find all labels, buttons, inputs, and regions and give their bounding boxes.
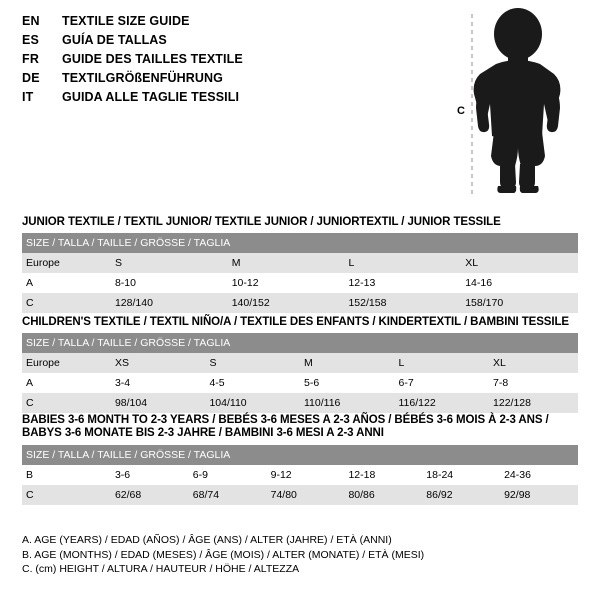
row-label: C <box>22 393 111 413</box>
cell-value: 122/128 <box>489 393 578 413</box>
cell-value: 62/68 <box>111 485 189 505</box>
cell-value: 12-13 <box>344 273 461 293</box>
cell-value: 140/152 <box>228 293 345 313</box>
column-label: Europe <box>22 253 111 273</box>
cell-value: 92/98 <box>500 485 578 505</box>
column-label: M <box>300 353 395 373</box>
legend <box>22 533 578 577</box>
size-table-junior <box>22 233 578 313</box>
guide-title: GUIDE DES TAILLES TEXTILE <box>62 52 243 66</box>
size-table-children <box>22 333 578 413</box>
section-title: BABIES 3-6 MONTH TO 2-3 YEARS / BEBÉS 3-6 MESES A 2-3 AÑOS / BÉBÉS 3-6 MOIS À 2-3 ANS / BABYS 3-6 MONATE BIS 2-3 JAHRE / BAMBINI 3-6 MESI A 2-3 ANNI <box>22 414 549 439</box>
cell-value: 18-24 <box>422 465 500 485</box>
height-measure-label: C <box>457 105 465 117</box>
table-row <box>22 393 578 413</box>
legend-item-height: C. (cm) HEIGHT / ALTURA / HAUTEUR / HÖHE / ALTEZZA <box>22 563 300 575</box>
row-label: C <box>22 293 111 313</box>
section-babies <box>22 414 578 505</box>
language-code: ES <box>22 33 40 47</box>
guide-title: GUIDA ALLE TAGLIE TESSILI <box>62 90 240 104</box>
header-row <box>22 71 442 90</box>
cell-value: 128/140 <box>111 293 228 313</box>
column-label: XL <box>461 253 578 273</box>
header-row <box>22 90 442 109</box>
table-row <box>22 353 578 373</box>
cell-value: 3-6 <box>111 465 189 485</box>
table-row <box>22 465 578 485</box>
size-header-label: SIZE / TALLA / TAILLE / GRÖSSE / TAGLIA <box>22 333 578 353</box>
cell-value: 6-9 <box>189 465 267 485</box>
cell-value: 158/170 <box>461 293 578 313</box>
language-code: DE <box>22 71 40 85</box>
language-code: IT <box>22 90 34 104</box>
guide-title: GUÍA DE TALLAS <box>62 33 167 47</box>
column-label: Europe <box>22 353 111 373</box>
language-title-block <box>22 14 442 109</box>
cell-value: 68/74 <box>189 485 267 505</box>
table-row <box>22 273 578 293</box>
table-header-row <box>22 233 578 253</box>
section-title: CHILDREN'S TEXTILE / TEXTIL NIÑO/A / TEXTILE DES ENFANTS / KINDERTEXTIL / BAMBINI TESSILE <box>22 316 569 328</box>
table-row <box>22 373 578 393</box>
cell-value: 24-36 <box>500 465 578 485</box>
row-label: A <box>22 273 111 293</box>
section-title: JUNIOR TEXTILE / TEXTIL JUNIOR/ TEXTILE JUNIOR / JUNIORTEXTIL / JUNIOR TESSILE <box>22 216 501 228</box>
row-label: C <box>22 485 111 505</box>
cell-value: 116/122 <box>395 393 490 413</box>
guide-title: TEXTILGRÖßENFÜHRUNG <box>62 71 223 85</box>
column-label: L <box>344 253 461 273</box>
section-children <box>22 316 578 413</box>
column-label: S <box>205 353 300 373</box>
language-code: FR <box>22 52 40 66</box>
cell-value: 74/80 <box>267 485 345 505</box>
cell-value: 12-18 <box>344 465 422 485</box>
table-header-row <box>22 445 578 465</box>
table-row <box>22 485 578 505</box>
cell-value: 10-12 <box>228 273 345 293</box>
section-junior <box>22 216 578 313</box>
cell-value: 5-6 <box>300 373 395 393</box>
cell-value: 104/110 <box>205 393 300 413</box>
cell-value: 4-5 <box>205 373 300 393</box>
cell-value: 7-8 <box>489 373 578 393</box>
cell-value: 152/158 <box>344 293 461 313</box>
row-label: B <box>22 465 111 485</box>
cell-value: 3-4 <box>111 373 206 393</box>
column-label: M <box>228 253 345 273</box>
language-code: EN <box>22 14 40 28</box>
legend-item-age-years: A. AGE (YEARS) / EDAD (AÑOS) / ÂGE (ANS) / ALTER (JAHRE) / ETÀ (ANNI) <box>22 534 392 546</box>
cell-value: 110/116 <box>300 393 395 413</box>
table-row <box>22 293 578 313</box>
size-header-label: SIZE / TALLA / TAILLE / GRÖSSE / TAGLIA <box>22 233 578 253</box>
table-row <box>22 253 578 273</box>
column-label: S <box>111 253 228 273</box>
cell-value: 86/92 <box>422 485 500 505</box>
header-row <box>22 52 442 71</box>
size-table-babies <box>22 445 578 505</box>
cell-value: 98/104 <box>111 393 206 413</box>
header-row <box>22 14 442 33</box>
legend-item-age-months: B. AGE (MONTHS) / EDAD (MESES) / ÂGE (MOIS) / ALTER (MONATE) / ETÀ (MESI) <box>22 548 425 561</box>
cell-value: 8-10 <box>111 273 228 293</box>
guide-title: TEXTILE SIZE GUIDE <box>62 14 190 28</box>
column-label: L <box>395 353 490 373</box>
column-label: XS <box>111 353 206 373</box>
header-row <box>22 33 442 52</box>
toddler-silhouette-icon <box>440 6 590 201</box>
cell-value: 6-7 <box>395 373 490 393</box>
column-label: XL <box>489 353 578 373</box>
size-header-label: SIZE / TALLA / TAILLE / GRÖSSE / TAGLIA <box>22 445 578 465</box>
row-label: A <box>22 373 111 393</box>
cell-value: 80/86 <box>344 485 422 505</box>
cell-value: 14-16 <box>461 273 578 293</box>
table-header-row <box>22 333 578 353</box>
cell-value: 9-12 <box>267 465 345 485</box>
